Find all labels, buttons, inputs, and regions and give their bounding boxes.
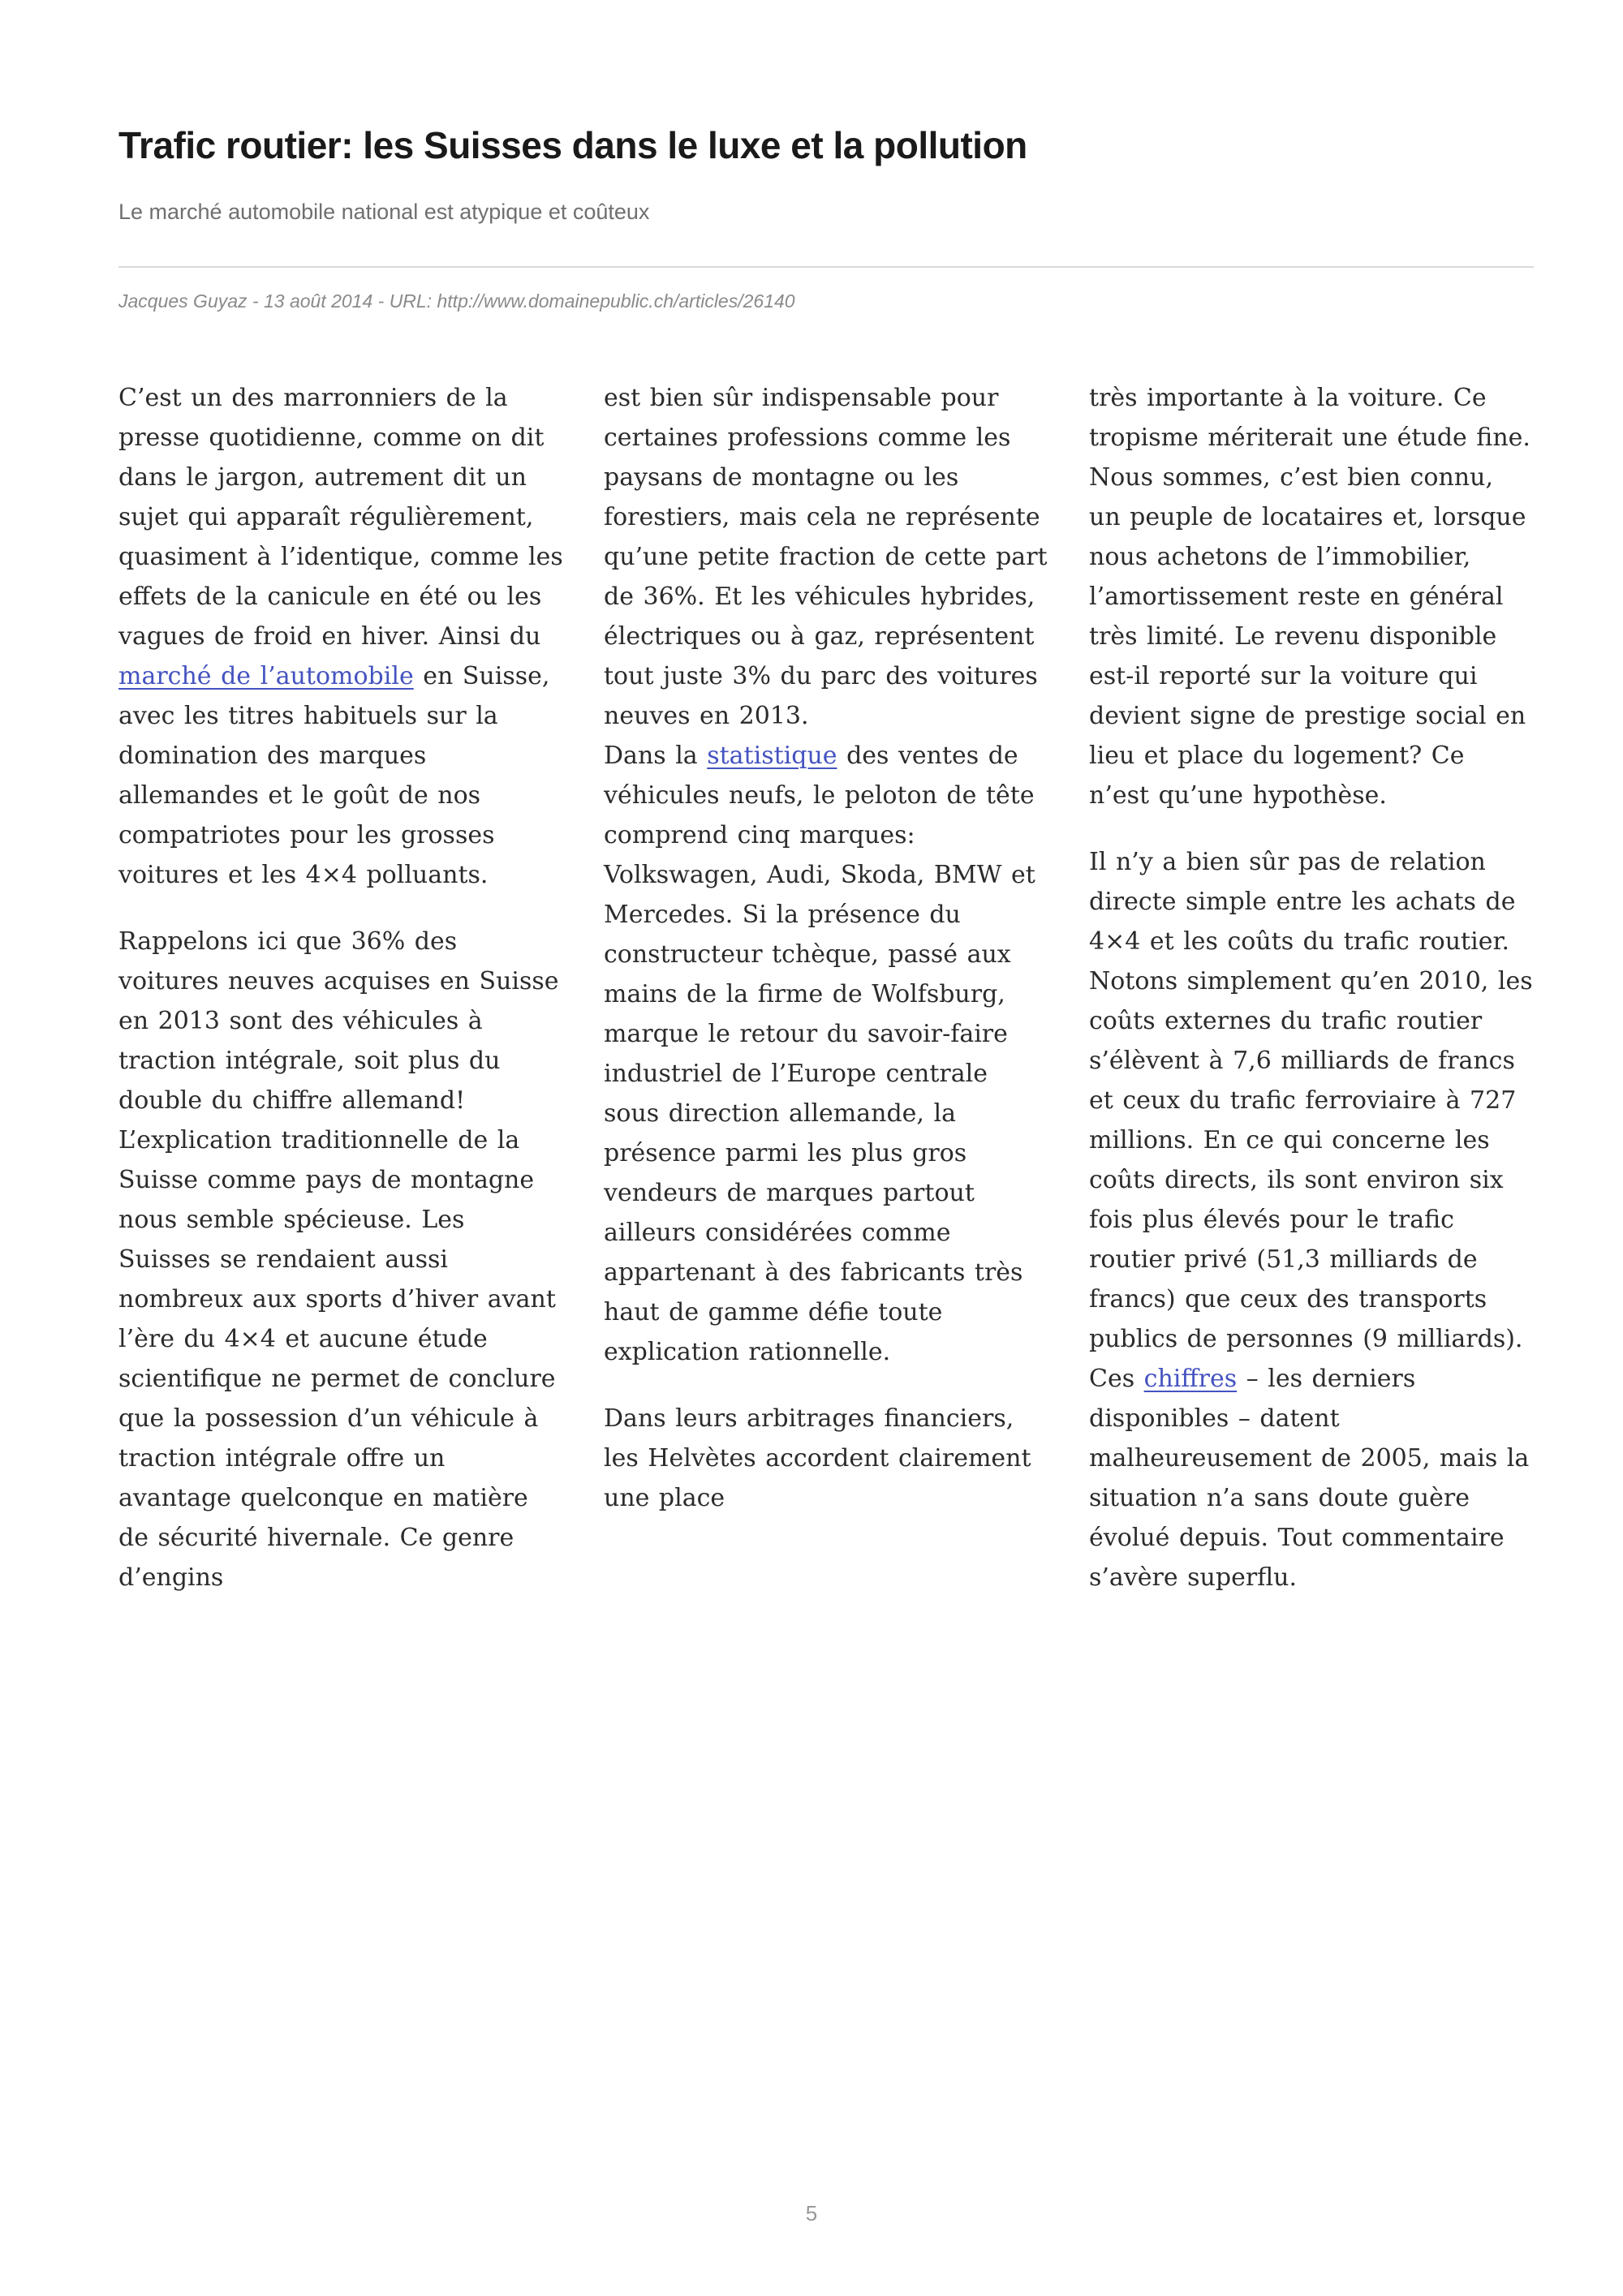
- text-run: C’est un des marronniers de la presse quotidienne, comme on dit dans le jargon, autrement dit un sujet qui apparaît régulièrement, quasiment à l’identique, comme les effets de la canicule en été ou les vagues de froid en hiver. Ainsi du: [118, 384, 563, 651]
- page-subtitle: Le marché automobile national est atypique et coûteux: [118, 200, 650, 224]
- header-divider: [118, 266, 1534, 268]
- text-run: Il n’y a bien sûr pas de relation directe simple entre les achats de 4×4 et les coûts du trafic routier. Notons simplement qu’en 2010, les coûts externes du trafic routier s’élèvent à 7,6 milliards de francs et ceux du trafic ferroviaire à 727 millions. En ce qui concerne les coûts directs, ils sont environ six fois plus élevés pour le trafic routier privé (51,3 milliards de francs) que ceux des transports publics de personnes (9 milliards). Ces: [1089, 848, 1533, 1393]
- paragraph: [1089, 842, 1534, 1597]
- text-run: – les derniers disponibles – datent malheureusement de 2005, mais la situation n’a sans doute guère évolué depuis. Tout commentaire s’avère superflu.: [1089, 1365, 1530, 1592]
- byline: Jacques Guyaz - 13 août 2014 - URL: http://www.domainepublic.ch/articles/26140: [118, 290, 795, 312]
- paragraph: [1089, 378, 1534, 815]
- paragraph: [118, 378, 563, 895]
- article-column-2: [604, 378, 1048, 1597]
- paragraph: [118, 922, 563, 1597]
- paragraph: [604, 1399, 1048, 1518]
- paragraph: [604, 736, 1048, 1372]
- text-run: très importante à la voiture. Ce tropisme mériterait une étude fine. Nous sommes, c’est bien connu, un peuple de locataires et, lorsque nous achetons de l’immobilier, l’amortissement reste en général très limité. Le revenu disponible est-il reporté sur la voiture qui devient signe de prestige social en lieu et place du logement? Ce n’est qu’une hypothèse.: [1089, 384, 1530, 810]
- article-columns: [118, 378, 1534, 1597]
- inline-link[interactable]: marché de l’automobile: [118, 662, 414, 690]
- page-title: Trafic routier: les Suisses dans le luxe et la pollution: [118, 124, 1027, 166]
- article-column-3: [1089, 378, 1534, 1597]
- text-run: Rappelons ici que 36% des voitures neuves acquises en Suisse en 2013 sont des véhicules à traction intégrale, soit plus du double du chiffre allemand! L’explication traditionnelle de la Suisse comme pays de montagne nous semble spécieuse. Les Suisses se rendaient aussi nombreux aux sports d’hiver avant l’ère du 4×4 et aucune étude scientifique ne permet de conclure que la possession d’un véhicule à traction intégrale offre un avantage quelconque en matière de sécurité hivernale. Ce genre d’engins: [118, 927, 559, 1592]
- inline-link[interactable]: statistique: [707, 742, 837, 770]
- paragraph: [604, 378, 1048, 736]
- article-column-1: [118, 378, 563, 1597]
- page-number: 5: [805, 2201, 818, 2225]
- text-run: en Suisse, avec les titres habituels sur la domination des marques allemandes et le goût de nos compatriotes pour les grosses voitures et les 4×4 polluants.: [118, 662, 550, 889]
- text-run: Dans leurs arbitrages financiers, les Helvètes accordent clairement une place: [604, 1404, 1031, 1512]
- text-run: Dans la: [604, 742, 708, 770]
- text-run: est bien sûr indispensable pour certaines professions comme les paysans de montagne ou les forestiers, mais cela ne représente qu’une petite fraction de cette part de 36%. Et les véhicules hybrides, électriques ou à gaz, représentent tout juste 3% du parc des voitures neuves en 2013.: [604, 384, 1048, 730]
- text-run: des ventes de véhicules neufs, le peloton de tête comprend cinq marques: Volkswagen, Audi, Skoda, BMW et Mercedes. Si la présence du constructeur tchèque, passé aux mains de la firme de Wolfsburg, marque le retour du savoir-faire industriel de l’Europe centrale sous direction allemande, la présence parmi les plus gros vendeurs de marques partout ailleurs considérées comme appartenant à des fabricants très haut de gamme défie toute explication rationnelle.: [604, 742, 1035, 1366]
- inline-link[interactable]: chiffres: [1143, 1365, 1238, 1393]
